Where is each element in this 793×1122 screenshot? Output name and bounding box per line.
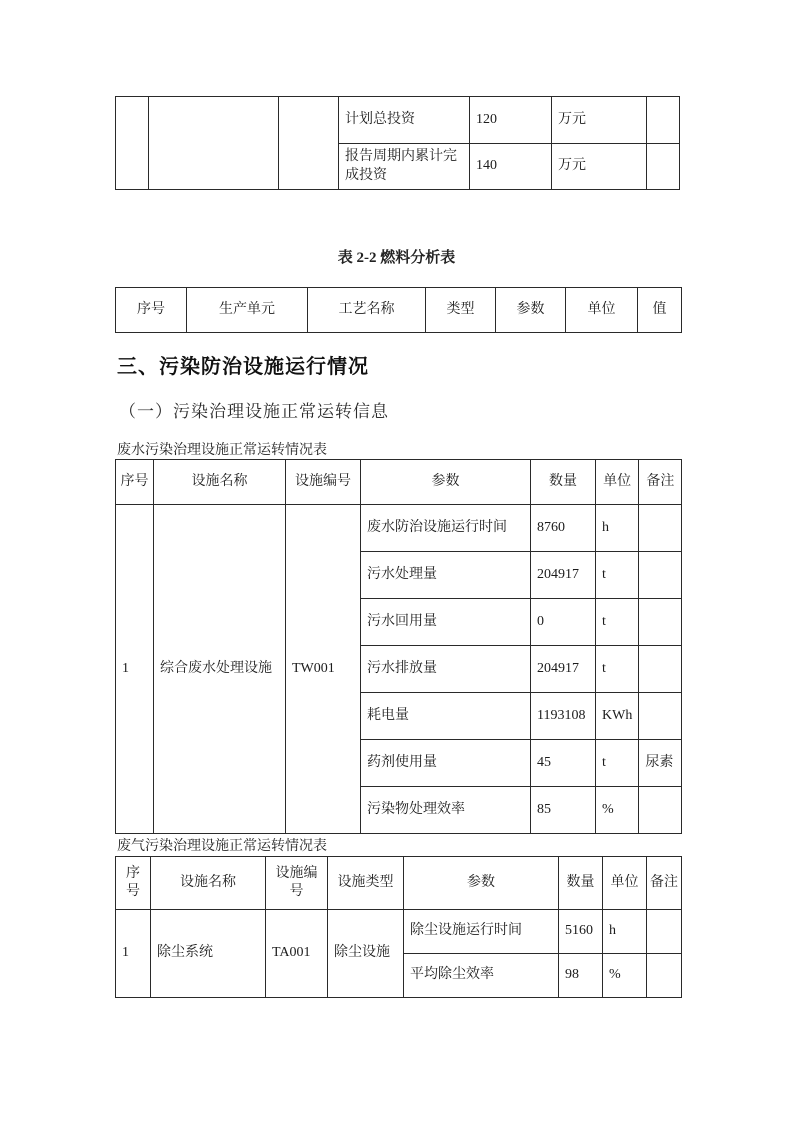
header-cell: 工艺名称 bbox=[308, 288, 426, 333]
note-cell bbox=[647, 97, 680, 144]
unit-cell: KWh bbox=[596, 693, 639, 740]
param-cell: 废水防治设施运行时间 bbox=[361, 505, 531, 552]
unit-cell: t bbox=[596, 740, 639, 787]
fuel-table-title: 表 2-2 燃料分析表 bbox=[337, 250, 456, 266]
header-cell: 设施编号 bbox=[286, 460, 361, 505]
value-cell: 1193108 bbox=[531, 693, 596, 740]
header-cell: 单位 bbox=[596, 460, 639, 505]
empty-cell bbox=[279, 97, 339, 190]
facility-code-cell: TA001 bbox=[266, 910, 328, 998]
header-cell: 序号 bbox=[116, 460, 154, 505]
param-cell: 除尘设施运行时间 bbox=[404, 910, 559, 954]
value-cell: 120 bbox=[470, 97, 552, 144]
table-header-row bbox=[116, 857, 682, 910]
value-cell: 0 bbox=[531, 599, 596, 646]
unit-cell: t bbox=[596, 599, 639, 646]
note-cell bbox=[639, 505, 682, 552]
header-cell: 参数 bbox=[361, 460, 531, 505]
unit-cell: h bbox=[596, 505, 639, 552]
header-cell: 参数 bbox=[496, 288, 566, 333]
header-cell: 设施编号 bbox=[266, 857, 328, 910]
param-cell: 污水排放量 bbox=[361, 646, 531, 693]
header-cell: 生产单元 bbox=[187, 288, 308, 333]
header-cell: 值 bbox=[638, 288, 682, 333]
facility-index-cell: 1 bbox=[116, 505, 154, 834]
value-cell: 8760 bbox=[531, 505, 596, 552]
header-cell: 设施类型 bbox=[328, 857, 404, 910]
param-cell: 污水回用量 bbox=[361, 599, 531, 646]
facility-code-cell: TW001 bbox=[286, 505, 361, 834]
header-cell: 设施名称 bbox=[154, 460, 286, 505]
table-row bbox=[116, 97, 680, 144]
unit-cell: t bbox=[596, 552, 639, 599]
param-cell: 报告周期内累计完成投资 bbox=[339, 144, 470, 190]
header-cell: 序号 bbox=[116, 857, 151, 910]
header-cell: 序号 bbox=[116, 288, 187, 333]
param-cell: 平均除尘效率 bbox=[404, 954, 559, 998]
table-header-row bbox=[116, 460, 682, 505]
value-cell: 98 bbox=[559, 954, 603, 998]
note-cell bbox=[639, 599, 682, 646]
note-cell: 尿素 bbox=[639, 740, 682, 787]
wastewater-table bbox=[115, 459, 682, 834]
header-cell: 单位 bbox=[603, 857, 647, 910]
note-cell bbox=[647, 954, 682, 998]
param-cell: 污水处理量 bbox=[361, 552, 531, 599]
table-row bbox=[116, 910, 682, 954]
header-cell: 设施名称 bbox=[151, 857, 266, 910]
facility-name-cell: 除尘系统 bbox=[151, 910, 266, 998]
value-cell: 5160 bbox=[559, 910, 603, 954]
facility-index-cell: 1 bbox=[116, 910, 151, 998]
investment-table bbox=[115, 96, 680, 190]
param-cell: 耗电量 bbox=[361, 693, 531, 740]
header-cell: 单位 bbox=[566, 288, 638, 333]
header-cell: 类型 bbox=[426, 288, 496, 333]
value-cell: 204917 bbox=[531, 552, 596, 599]
note-cell bbox=[639, 552, 682, 599]
header-cell: 备注 bbox=[639, 460, 682, 505]
facility-name-cell: 综合废水处理设施 bbox=[154, 505, 286, 834]
unit-cell: 万元 bbox=[552, 144, 647, 190]
value-cell: 140 bbox=[470, 144, 552, 190]
param-cell: 污染物处理效率 bbox=[361, 787, 531, 834]
wastewater-table-caption: 废水污染治理设施正常运转情况表 bbox=[117, 443, 327, 458]
unit-cell: % bbox=[603, 954, 647, 998]
header-cell: 参数 bbox=[404, 857, 559, 910]
header-cell: 数量 bbox=[531, 460, 596, 505]
param-cell: 计划总投资 bbox=[339, 97, 470, 144]
unit-cell: % bbox=[596, 787, 639, 834]
note-cell bbox=[639, 787, 682, 834]
section-heading: 三、污染防治设施运行情况 bbox=[117, 354, 369, 378]
waste-gas-table-caption: 废气污染治理设施正常运转情况表 bbox=[117, 839, 327, 854]
subsection-heading: （一）污染治理设施正常运转信息 bbox=[119, 402, 389, 421]
note-cell bbox=[647, 910, 682, 954]
note-cell bbox=[639, 646, 682, 693]
facility-type-cell: 除尘设施 bbox=[328, 910, 404, 998]
waste-gas-table bbox=[115, 856, 682, 998]
fuel-analysis-table bbox=[115, 287, 682, 333]
param-cell: 药剂使用量 bbox=[361, 740, 531, 787]
header-cell: 备注 bbox=[647, 857, 682, 910]
empty-cell bbox=[149, 97, 279, 190]
note-cell bbox=[639, 693, 682, 740]
unit-cell: 万元 bbox=[552, 97, 647, 144]
unit-cell: h bbox=[603, 910, 647, 954]
value-cell: 45 bbox=[531, 740, 596, 787]
header-cell: 数量 bbox=[559, 857, 603, 910]
table-header-row bbox=[116, 288, 682, 333]
value-cell: 85 bbox=[531, 787, 596, 834]
unit-cell: t bbox=[596, 646, 639, 693]
value-cell: 204917 bbox=[531, 646, 596, 693]
empty-cell bbox=[116, 97, 149, 190]
table-row bbox=[116, 505, 682, 552]
note-cell bbox=[647, 144, 680, 190]
